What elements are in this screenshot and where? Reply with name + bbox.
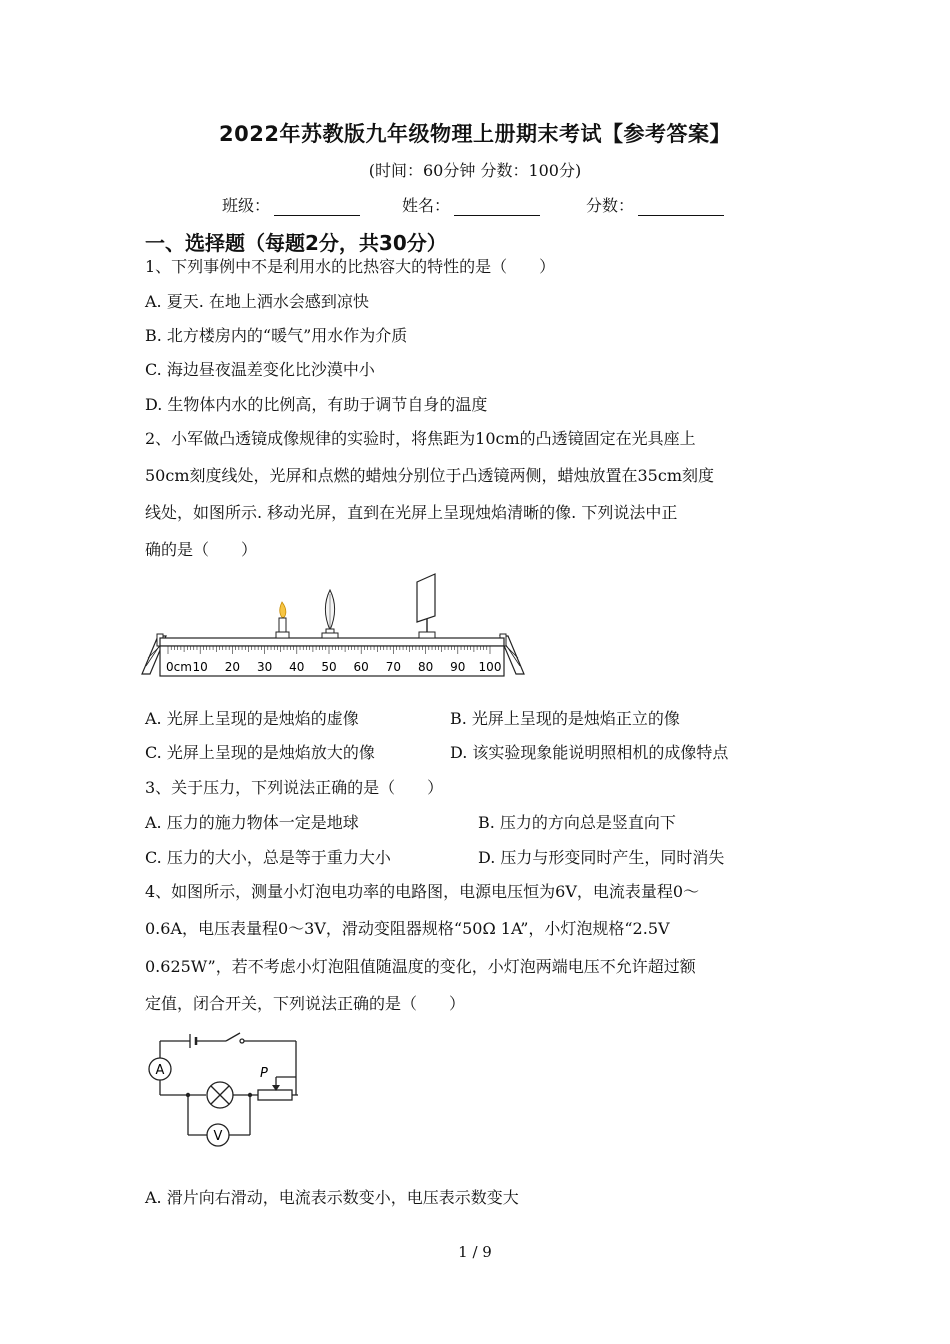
- class-field: [222, 193, 360, 216]
- ammeter-label: A: [155, 1063, 165, 1078]
- voltmeter-label: V: [213, 1129, 223, 1144]
- score-blank: [638, 199, 724, 216]
- page-number: 1 / 9: [458, 1243, 492, 1261]
- q1-option-c: C. 海边昼夜温差变化比沙漠中小: [145, 360, 375, 379]
- q1-option-a: A. 夏天. 在地上洒水会感到凉快: [145, 292, 369, 311]
- q2-stem-line1: 2、小军做凸透镜成像规律的实验时，将焦距为10cm的凸透镜固定在光具座上: [145, 429, 696, 448]
- exam-subtitle: (时间：60分钟 分数：100分): [368, 161, 582, 180]
- q2-stem-line3: 线处，如图所示. 移动光屏，直到在光屏上呈现烛焰清晰的像. 下列说法中正: [145, 503, 678, 522]
- scale-label: 50: [321, 660, 337, 674]
- q3-option-d: D. 压力与形变同时产生，同时消失: [478, 848, 725, 867]
- scale-label: 70: [385, 660, 402, 674]
- scale-label: 90: [450, 660, 466, 674]
- q2-option-c: C. 光屏上呈现的是烛焰放大的像: [145, 743, 375, 762]
- q3-option-c: C. 压力的大小，总是等于重力大小: [145, 848, 391, 867]
- class-blank: [274, 199, 360, 216]
- q3-option-b: B. 压力的方向总是竖直向下: [478, 813, 676, 832]
- circuit-diagram: [140, 1025, 310, 1155]
- q2-stem-line4: 确的是（ ）: [145, 540, 258, 559]
- q2-stem-line2: 50cm刻度线处，光屏和点燃的蜡烛分别位于凸透镜两侧，蜡烛放置在35cm刻度: [145, 466, 714, 485]
- slider-label: P: [260, 1066, 268, 1081]
- name-blank: [454, 199, 540, 216]
- bench-rail: [160, 638, 504, 646]
- score-field: [586, 193, 724, 216]
- q4-stem-line3: 0.625W”，若不考虑小灯泡阻值随温度的变化，小灯泡两端电压不允许超过额: [145, 957, 696, 976]
- rheostat: [258, 1090, 292, 1100]
- scale-label: 10: [192, 660, 208, 674]
- convex-lens: [322, 590, 338, 638]
- q2-option-d: D. 该实验现象能说明照相机的成像特点: [450, 743, 729, 762]
- score-label: 分数：: [586, 196, 635, 215]
- q1-stem: 1、下列事例中不是利用水的比热容大的特性的是（ ）: [145, 257, 556, 276]
- q4-stem-line2: 0.6A，电压表量程0～3V，滑动变阻器规格“50Ω 1A”，小灯泡规格“2.5V: [145, 919, 670, 938]
- scale-label: 0cm: [166, 660, 192, 674]
- optical-bench-figure: [138, 572, 528, 682]
- scale-label: 100: [478, 660, 502, 674]
- section-heading: 一、选择题（每题2分，共30分）: [145, 231, 447, 255]
- q2-option-a: A. 光屏上呈现的是烛焰的虚像: [145, 709, 359, 728]
- scale-label: 20: [224, 660, 241, 674]
- q3-stem: 3、关于压力，下列说法正确的是（ ）: [145, 778, 444, 797]
- scale-label: 40: [289, 660, 305, 674]
- light-screen: [417, 574, 435, 638]
- candle: [276, 602, 289, 638]
- scale-label: 30: [256, 660, 273, 674]
- scale-label: 60: [353, 660, 369, 674]
- name-field: [402, 193, 540, 216]
- q4-stem-line1: 4、如图所示，测量小灯泡电功率的电路图，电源电压恒为6V，电流表量程0～: [145, 882, 700, 901]
- switch-blade: [226, 1033, 240, 1041]
- q2-option-b: B. 光屏上呈现的是烛焰正立的像: [450, 709, 680, 728]
- q4-option-a: A. 滑片向右滑动，电流表示数变小，电压表示数变大: [145, 1188, 519, 1207]
- q4-stem-line4: 定值，闭合开关，下列说法正确的是（ ）: [145, 994, 466, 1013]
- q1-option-b: B. 北方楼房内的“暖气”用水作为介质: [145, 326, 408, 345]
- scale-label: 80: [417, 660, 434, 674]
- q1-option-d: D. 生物体内水的比例高，有助于调节自身的温度: [145, 395, 488, 414]
- name-label: 姓名：: [402, 196, 451, 215]
- class-label: 班级：: [222, 196, 271, 215]
- page-title: 2022年苏教版九年级物理上册期末考试【参考答案】: [219, 122, 731, 146]
- q3-option-a: A. 压力的施力物体一定是地球: [145, 813, 359, 832]
